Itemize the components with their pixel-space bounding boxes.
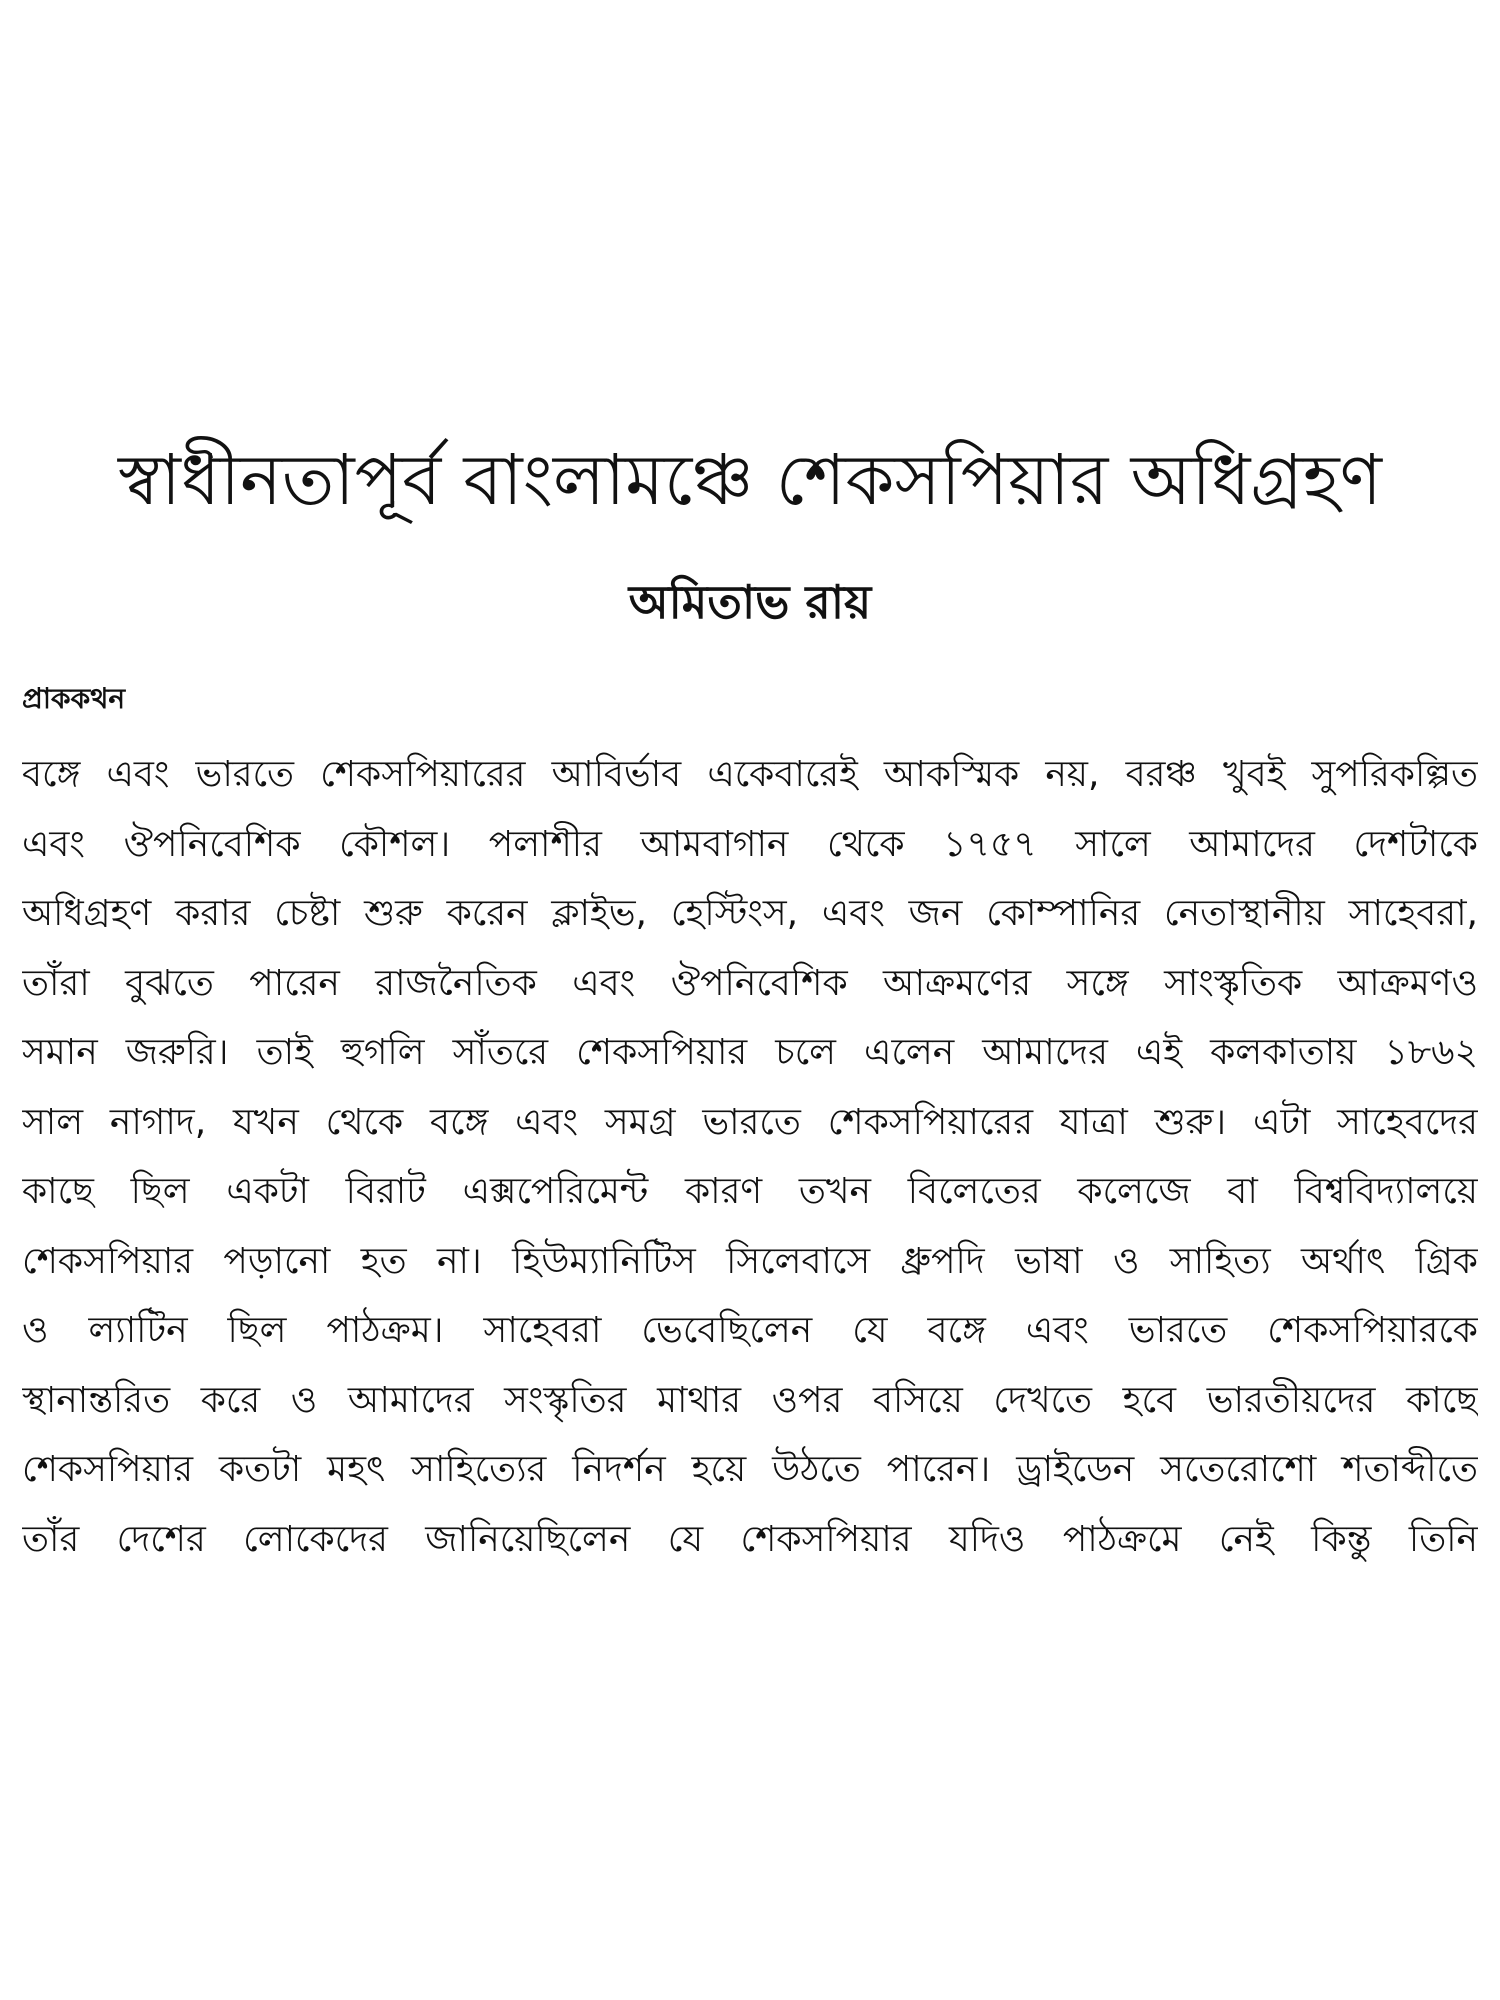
text-line: এবং ঔপনিবেশিক কৌশল। পলাশীর আমবাগান থেকে ১৭৫৭ সালে আমাদের দেশটাকে: [22, 823, 1478, 865]
text-line: তাঁরা বুঝতে পারেন রাজনৈতিক এবং ঔপনিবেশিক আক্রমণের সঙ্গে সাংস্কৃতিক আক্রমণও: [22, 962, 1478, 1004]
text-line: ও ল্যাটিন ছিল পাঠক্রম। সাহেবরা ভেবেছিলেন যে বঙ্গে এবং ভারতে শেকসপিয়ারকে: [22, 1310, 1478, 1351]
author-name: অমিতাভ রায়: [628, 575, 872, 629]
document-title: স্বাধীনতাপূর্ব বাংলামঞ্চে শেকসপিয়ার অধিগ্রহণ: [117, 439, 1383, 521]
text-line: অধিগ্রহণ করার চেষ্টা শুরু করেন ক্লাইভ, হেস্টিংস, এবং জন কোম্পানির নেতাস্থানীয় সাহেবরা,: [22, 893, 1478, 934]
text-line: স্থানান্তরিত করে ও আমাদের সংস্কৃতির মাথার ওপর বসিয়ে দেখতে হবে ভারতীয়দের কাছে: [22, 1379, 1478, 1421]
text-line: শেকসপিয়ার কতটা মহৎ সাহিত্যের নিদর্শন হয়ে উঠতে পারেন। ড্রাইডেন সতেরোশো শতাব্দীতে: [22, 1449, 1478, 1490]
text-line: শেকসপিয়ার পড়ানো হত না। হিউম্যানিটিস সিলেবাসে ধ্রুপদি ভাষা ও সাহিত্য অর্থাৎ গ্রিক: [22, 1240, 1478, 1282]
text-line: বঙ্গে এবং ভারতে শেকসপিয়ারের আবির্ভাব একেবারেই আকস্মিক নয়, বরঞ্চ খুবই সুপরিকল্পিত: [22, 754, 1478, 795]
text-line: সমান জরুরি। তাই হুগলি সাঁতরে শেকসপিয়ার চলে এলেন আমাদের এই কলকাতায় ১৮৬২: [22, 1032, 1478, 1073]
text-line: তাঁর দেশের লোকেদের জানিয়েছিলেন যে শেকসপিয়ার যদিও পাঠক্রমে নেই কিন্তু তিনি: [22, 1518, 1478, 1560]
section-heading: প্রাককথন: [22, 682, 126, 715]
text-line: কাছে ছিল একটা বিরাট এক্সপেরিমেন্ট কারণ তখন বিলেতের কলেজে বা বিশ্ববিদ্যালয়ে: [22, 1171, 1478, 1212]
text-line: সাল নাগাদ, যখন থেকে বঙ্গে এবং সমগ্র ভারতে শেকসপিয়ারের যাত্রা শুরু। এটা সাহেবদের: [22, 1101, 1478, 1143]
body-paragraph: [22, 740, 1478, 1574]
